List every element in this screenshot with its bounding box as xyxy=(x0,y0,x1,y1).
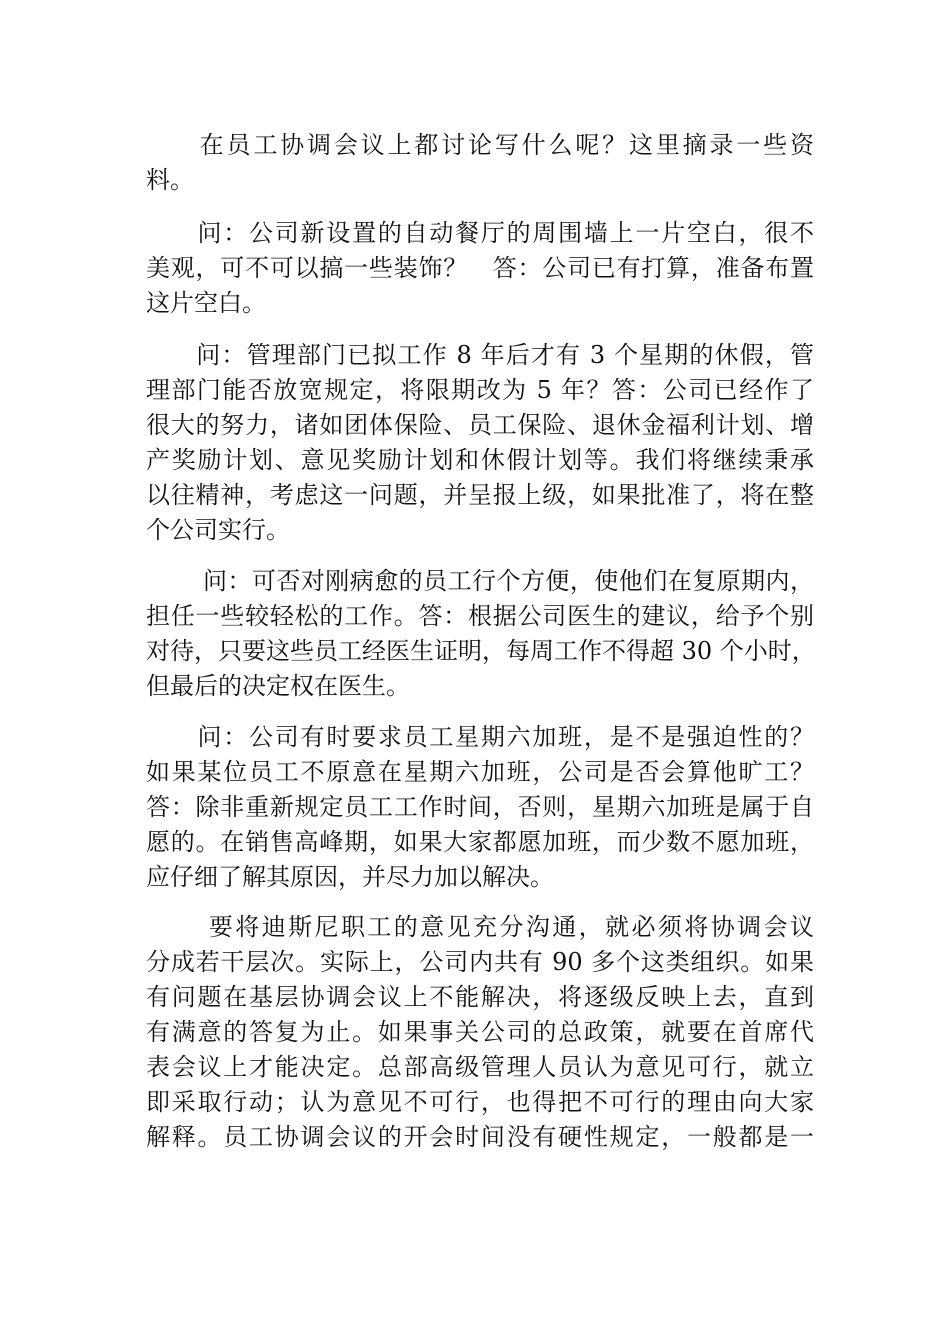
text-line: 很大的努力，诸如团体保险、员工保险、退休金福利计划、增 xyxy=(146,411,814,439)
text-line: 应仔细了解其原因，并尽力加以解决。 xyxy=(146,863,554,891)
text-line: 问：公司有时要求员工星期六加班，是不是强迫性的？ xyxy=(146,723,814,751)
text-line: 要将迪斯尼职工的意见充分沟通，就必须将协调会议 xyxy=(146,913,814,941)
text-line: 个公司实行。 xyxy=(146,516,290,544)
text-line: 料。 xyxy=(146,166,194,194)
text-line: 表会议上才能决定。总部高级管理人员认为意见可行，就立 xyxy=(146,1053,814,1081)
paragraph-qa-cafeteria xyxy=(146,216,814,321)
text-line: 担任一些较轻松的工作。答：根据公司医生的建议，给予个别 xyxy=(146,602,814,630)
text-line: 愿的。在销售高峰期，如果大家都愿加班，而少数不愿加班， xyxy=(146,828,814,856)
text-line: 理部门能否放宽规定，将限期改为 5 年？答：公司已经作了 xyxy=(146,376,814,404)
text-line: 有问题在基层协调会议上不能解决，将逐级反映上去，直到 xyxy=(146,983,814,1011)
paragraph-intro xyxy=(146,128,814,198)
text-line: 有满意的答复为止。如果事关公司的总政策，就要在首席代 xyxy=(146,1018,814,1046)
paragraph-communication xyxy=(146,910,814,1155)
text-line: 美观，可不可以搞一些装饰？ 答：公司已有打算，准备布置 xyxy=(146,254,814,282)
text-line: 在员工协调会议上都讨论写什么呢？这里摘录一些资 xyxy=(146,131,814,159)
text-line: 答：除非重新规定员工工作时间，否则，星期六加班是属于自 xyxy=(146,793,814,821)
text-line: 解释。员工协调会议的开会时间没有硬性规定，一般都是一 xyxy=(146,1123,814,1151)
text-line: 问：公司新设置的自动餐厅的周围墙上一片空白，很不 xyxy=(146,219,814,247)
text-line: 但最后的决定权在医生。 xyxy=(146,672,410,700)
paragraph-qa-recovery xyxy=(146,564,814,704)
text-line: 如果某位员工不原意在星期六加班，公司是否会算他旷工？ xyxy=(146,758,814,786)
text-line: 对待，只要这些员工经医生证明，每周工作不得超 30 个小时， xyxy=(146,637,816,665)
text-line: 这片空白。 xyxy=(146,289,266,317)
text-line: 以往精神，考虑这一问题，并呈报上级，如果批准了，将在整 xyxy=(146,481,814,509)
paragraph-qa-overtime xyxy=(146,720,814,895)
text-line: 问：可否对刚病愈的员工行个方便，使他们在复原期内， xyxy=(146,567,814,595)
text-line: 问：管理部门已拟工作 8 年后才有 3 个星期的休假，管 xyxy=(146,341,814,369)
text-line: 即采取行动；认为意见不可行，也得把不可行的理由向大家 xyxy=(146,1088,814,1116)
text-line: 产奖励计划、意见奖励计划和休假计划等。我们将继续秉承 xyxy=(146,446,814,474)
text-line: 分成若干层次。实际上，公司内共有 90 多个这类组织。如果 xyxy=(146,948,814,976)
paragraph-qa-vacation xyxy=(146,338,814,548)
